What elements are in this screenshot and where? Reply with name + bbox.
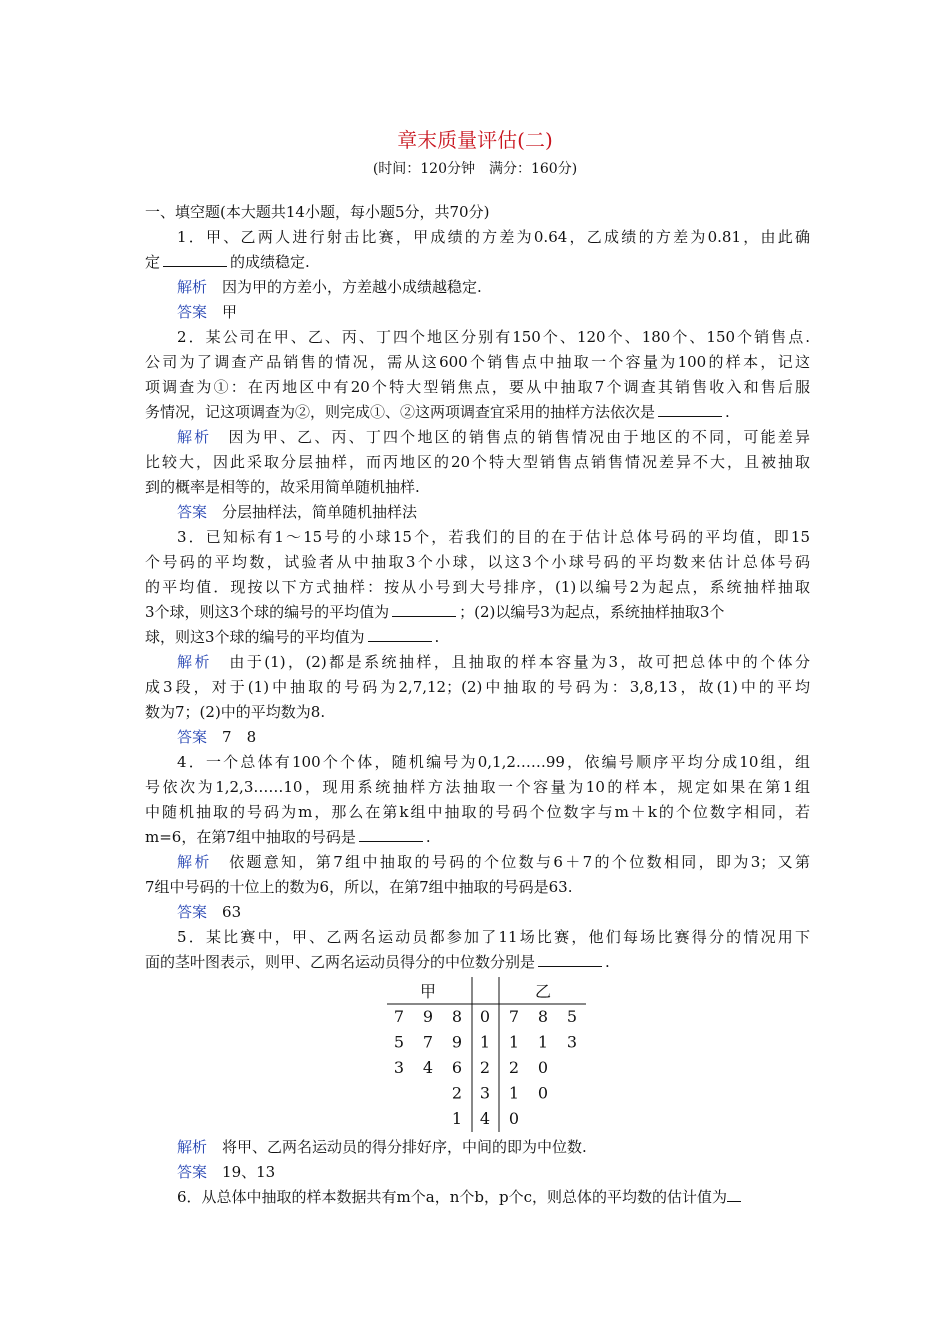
right-leaf-value: 2: [508, 1058, 520, 1077]
q3-line-3: 的平均值．现按以下方式抽样：按从小号到大号排序，(1)以编号2为起点，系统抽样抽取: [145, 578, 810, 596]
q2-line-1: 2．某公司在甲、乙、丙、丁四个地区分别有150个、120个、180个、150个销售点.: [177, 328, 810, 346]
answer-text: 甲: [222, 303, 238, 321]
q2-text: 务情况，记这项调查为②，则完成①、②这两项调查宜采用的抽样方法依次是: [145, 403, 656, 421]
right-leaf-value: 1: [537, 1032, 549, 1052]
stem-value: 1: [479, 1032, 491, 1052]
analysis-text: 因为甲的方差小，方差越小成绩越稳定.: [222, 278, 482, 296]
q5-analysis: [145, 1135, 810, 1160]
left-leaf-value: 7: [422, 1032, 434, 1052]
left-leaf-value: 9: [451, 1032, 463, 1052]
q4-analysis-2: 7组中号码的十位上的数为6，所以，在第7组中抽取的号码是63.: [145, 878, 573, 896]
analysis-text: 依题意知，第7组中抽取的号码的个位数与6＋7的个位数相同，即为3；又第: [229, 853, 810, 871]
left-leaf-value: 7: [393, 1007, 405, 1026]
q1-answer: [145, 300, 810, 325]
right-leaf-value: 3: [566, 1032, 578, 1052]
stem-value: 4: [479, 1109, 491, 1128]
q3-analysis-3: 数为7；(2)中的平均数为8.: [145, 703, 326, 721]
right-leaf-value: 5: [566, 1007, 578, 1026]
analysis-text: 因为甲、乙、丙、丁四个地区的销售点的销售情况由于地区的不同，可能差异: [228, 428, 810, 446]
q2-line-4: [145, 400, 810, 425]
right-leaf-value: 0: [537, 1058, 549, 1077]
page-title: 章末质量评估(二): [397, 128, 553, 152]
answer-blank: [658, 401, 722, 417]
q5-line-2: [145, 950, 810, 975]
analysis-label: 解析: [177, 428, 212, 446]
q2-line-2: 公司为了调查产品销售的情况，需从这600个销售点中抽取一个容量为100的样本，记这: [145, 353, 810, 371]
q3-line-2: 个号码的平均数，试验者从中抽取3个小球，以这3个小球号码的平均数来估计总体号码: [145, 553, 810, 571]
analysis-label: 解析: [177, 653, 212, 671]
answer-label: 答案: [177, 303, 208, 321]
right-leaf-value: 0: [537, 1083, 549, 1103]
q2-analysis-3: 到的概率是相等的，故采用简单随机抽样.: [145, 478, 420, 496]
answer-text: 63: [222, 903, 242, 921]
q3-analysis: [145, 650, 810, 675]
stem-value: 0: [479, 1007, 491, 1026]
q4-line-2: 号依次为1,2,3……10，现用系统抽样方法抽取一个容量为10的样本，规定如果在第1组: [145, 778, 810, 796]
q4-analysis: [145, 850, 810, 875]
answer-blank: [392, 601, 456, 617]
analysis-text: 将甲、乙两名运动员的得分排好序，中间的即为中位数.: [222, 1138, 587, 1156]
stem-leaf-svg: [145, 975, 810, 1135]
q3-line-5: [145, 625, 810, 650]
answer-text: 19、13: [222, 1163, 276, 1181]
right-leaf-value: 1: [508, 1083, 520, 1103]
left-leaf-value: 1: [451, 1109, 463, 1128]
q3-text: .: [434, 628, 440, 646]
stem-leaf-header-right: 乙: [534, 982, 552, 1001]
analysis-text: 由于(1)，(2)都是系统抽样，且抽取的样本容量为3，故可把总体中的个体分: [229, 653, 810, 671]
answer-blank: [727, 1186, 741, 1202]
left-leaf-value: 2: [451, 1083, 463, 1103]
answer-blank: [163, 251, 227, 267]
q5-line-1: 5．某比赛中，甲、乙两名运动员都参加了11场比赛，他们每场比赛得分的情况用下: [177, 928, 810, 946]
answer-text: 分层抽样法，简单随机抽样法: [222, 503, 418, 521]
q5-text: 面的茎叶图表示，则甲、乙两名运动员得分的中位数分别是: [145, 953, 536, 971]
q2-line-3: 项调查为①：在丙地区中有20个特大型销焦点，要从中抽取7个调查其销售收入和售后服: [145, 378, 810, 396]
q3-line-1: 3．已知标有1～15号的小球15个，若我们的目的在于估计总体号码的平均值，即15: [177, 528, 810, 546]
q3-text: ；(2)以编号3为起点，系统抽样抽取3个: [459, 603, 725, 621]
q1-line-2: [145, 250, 810, 275]
q2-analysis: [145, 425, 810, 450]
answer-blank: [368, 626, 432, 642]
right-leaf-value: 8: [537, 1007, 549, 1026]
left-leaf-value: 5: [393, 1032, 405, 1052]
q3-text: 球，则这3个球的编号的平均值为: [145, 628, 365, 646]
answer-label: 答案: [177, 1163, 208, 1181]
q1-text: 的成绩稳定.: [230, 253, 310, 271]
exam-info: (时间：120分钟 满分：160分): [372, 161, 578, 177]
right-leaf-value: 0: [508, 1109, 520, 1128]
answer-blank: [359, 826, 423, 842]
q6-line-1: [145, 1185, 810, 1210]
left-leaf-value: 3: [393, 1058, 405, 1077]
answer-text: 7 8: [222, 728, 257, 746]
q1-line-1: 1．甲、乙两人进行射击比赛，甲成绩的方差为0.64，乙成绩的方差为0.81，由此确: [177, 228, 810, 246]
stem-leaf-header-left: 甲: [419, 982, 437, 1001]
right-leaf-value: 7: [508, 1007, 520, 1026]
q2-analysis-2: 比较大，因此采取分层抽样，而丙地区的20个特大型销售点销售情况差异不大，且被抽取: [145, 453, 810, 471]
left-leaf-value: 6: [451, 1058, 463, 1077]
q4-line-3: 中随机抽取的号码为m，那么在第k组中抽取的号码个位数字与m＋k的个位数字相同，若: [145, 803, 810, 821]
q5-text: .: [605, 953, 610, 971]
answer-label: 答案: [177, 503, 208, 521]
q3-text: 3个球，则这3个球的编号的平均值为: [145, 603, 390, 621]
q4-line-4: [145, 825, 810, 850]
analysis-label: 解析: [177, 853, 212, 871]
document-body: [145, 200, 810, 1210]
answer-blank: [538, 951, 602, 967]
right-leaf-value: 1: [508, 1032, 520, 1052]
q2-text: .: [725, 403, 730, 421]
q3-answer: [145, 725, 810, 750]
q4-text: m=6，在第7组中抽取的号码是: [145, 828, 356, 846]
q2-answer: [145, 500, 810, 525]
section-heading: 一、填空题(本大题共14小题，每小题5分，共70分): [145, 203, 490, 221]
analysis-label: 解析: [177, 1138, 208, 1156]
q3-analysis-2: 成3段，对于(1)中抽取的号码为2,7,12；(2)中抽取的号码为：3,8,13，故(1)中的平均: [145, 678, 810, 696]
analysis-label: 解析: [177, 278, 208, 296]
q5-answer: [145, 1160, 810, 1185]
stem-leaf-plot: [145, 975, 810, 1135]
q4-line-1: 4．一个总体有100个个体，随机编号为0,1,2……99，依编号顺序平均分成10组，组: [177, 753, 810, 771]
q4-answer: [145, 900, 810, 925]
answer-label: 答案: [177, 728, 208, 746]
left-leaf-value: 8: [451, 1007, 463, 1026]
left-leaf-value: 9: [422, 1007, 434, 1026]
q3-line-4: [145, 600, 810, 625]
answer-label: 答案: [177, 903, 208, 921]
stem-value: 2: [479, 1058, 491, 1077]
stem-value: 3: [479, 1083, 491, 1103]
q4-text: .: [425, 828, 431, 846]
left-leaf-value: 4: [422, 1058, 434, 1077]
q1-analysis: [145, 275, 810, 300]
q1-text: 定: [145, 253, 161, 271]
q6-text: 6．从总体中抽取的样本数据共有m个a，n个b，p个c，则总体的平均数的估计值为: [177, 1188, 727, 1206]
